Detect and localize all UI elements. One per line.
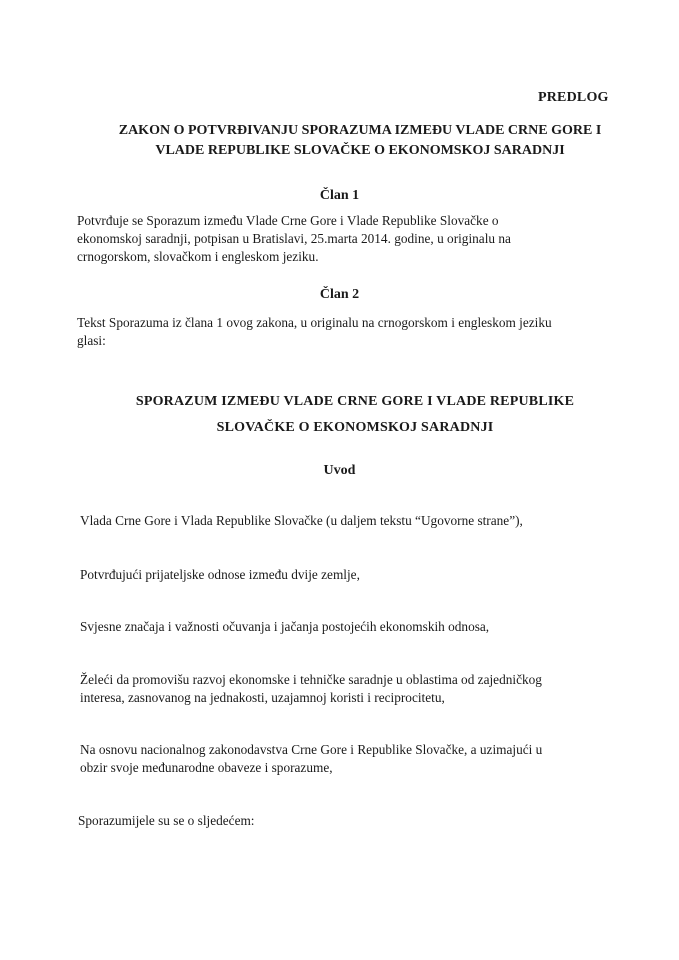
agreement-title-line-1: SPORAZUM IZMEĐU VLADE CRNE GORE I VLADE REPUBLIKE [135, 394, 575, 409]
article-1-line-1: Potvrđuje se Sporazum između Vlade Crne Gore i Vlade Republike Slovačke o [77, 213, 499, 228]
intro-paragraph-6: Sporazumijele su se o sljedećem: [78, 813, 255, 828]
law-title-line-1: ZAKON O POTVRĐIVANJU SPORAZUMA IZMEĐU VLADE CRNE GORE I [118, 123, 602, 138]
intro-paragraph-2: Potvrđujući prijateljske odnose između dvije zemlje, [80, 567, 360, 582]
law-title [60, 121, 660, 161]
intro-paragraph-5-line-2: obzir svoje međunarodne obaveze i sporazume, [80, 760, 333, 775]
article-1-body [77, 212, 607, 266]
article-1-line-2: ekonomskoj saradnji, potpisan u Bratislavi, 25.marta 2014. godine, u originalu na [77, 231, 511, 246]
agreement-title-line-2: SLOVAČKE O EKONOMSKOJ SARADNJI [216, 420, 494, 435]
intro-heading: Uvod [323, 463, 356, 478]
law-title-line-2: VLADE REPUBLIKE SLOVAČKE O EKONOMSKOJ SARADNJI [155, 143, 565, 158]
intro-paragraph-5 [80, 741, 625, 777]
article-2-line-2: glasi: [77, 333, 106, 348]
predlog-label: PREDLOG [538, 90, 609, 105]
article-2-line-1: Tekst Sporazuma iz člana 1 ovog zakona, u originalu na crnogorskom i engleskom jeziku [77, 315, 552, 330]
intro-paragraph-5-line-1: Na osnovu nacionalnog zakonodavstva Crne Gore i Republike Slovačke, a uzimajući u [80, 742, 543, 757]
intro-paragraph-4 [80, 671, 625, 707]
intro-paragraph-4-line-2: interesa, zasnovanog na jednakosti, uzajamnoj koristi i reciprocitetu, [80, 690, 445, 705]
intro-paragraph-4-line-1: Želeći da promovišu razvoj ekonomske i tehničke saradnje u oblastima od zajedničkog [80, 672, 542, 687]
article-1-line-3: crnogorskom, slovačkom i engleskom jeziku. [77, 249, 319, 264]
agreement-title [60, 389, 650, 441]
article-2-body [77, 314, 612, 350]
intro-paragraph-3: Svjesne značaja i važnosti očuvanja i jačanja postojećih ekonomskih odnosa, [80, 619, 490, 634]
intro-paragraph-1: Vlada Crne Gore i Vlada Republike Slovačke (u daljem tekstu “Ugovorne strane”), [80, 513, 523, 528]
article-2-heading: Član 2 [319, 287, 360, 302]
article-1-heading: Član 1 [319, 188, 360, 203]
